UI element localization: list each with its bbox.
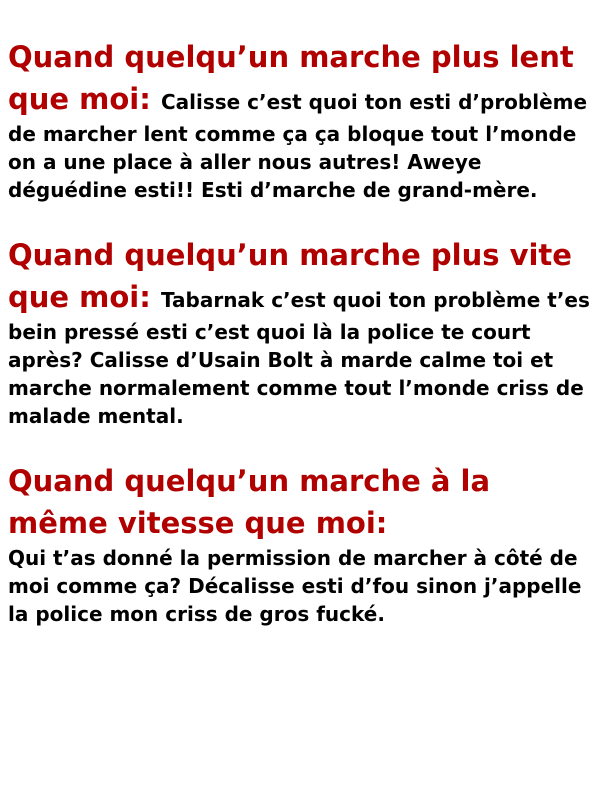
section-slower	[8, 36, 592, 204]
section-heading: Quand quelqu’un marche à la même vitesse que moi:	[8, 464, 491, 540]
meme-text-page	[8, 36, 592, 628]
section-heading: Quand quelqu’un marche plus lent que moi:	[8, 40, 574, 116]
section-same-speed	[8, 460, 592, 628]
section-text: Calisse c’est quoi ton esti d’problème de marcher lent comme ça ça bloque tout l’monde on a une place à aller nous autres! Aweye déguédine esti!! Esti d’marche de grand-mère.	[8, 90, 588, 202]
section-text: Tabarnak c’est quoi ton problème t’es bein pressé esti c’est quoi là la police te court après? Calisse d’Usain Bolt à marde calme toi et marche normalement comme tout l’monde criss de malade mental.	[8, 288, 590, 428]
section-heading: Quand quelqu’un marche plus vite que moi:	[8, 238, 572, 314]
section-text: Qui t’as donné la permission de marcher à côté de moi comme ça? Décalisse esti d’fou sinon j’appelle la police mon criss de gros fucké.	[8, 546, 582, 626]
section-faster	[8, 234, 592, 430]
